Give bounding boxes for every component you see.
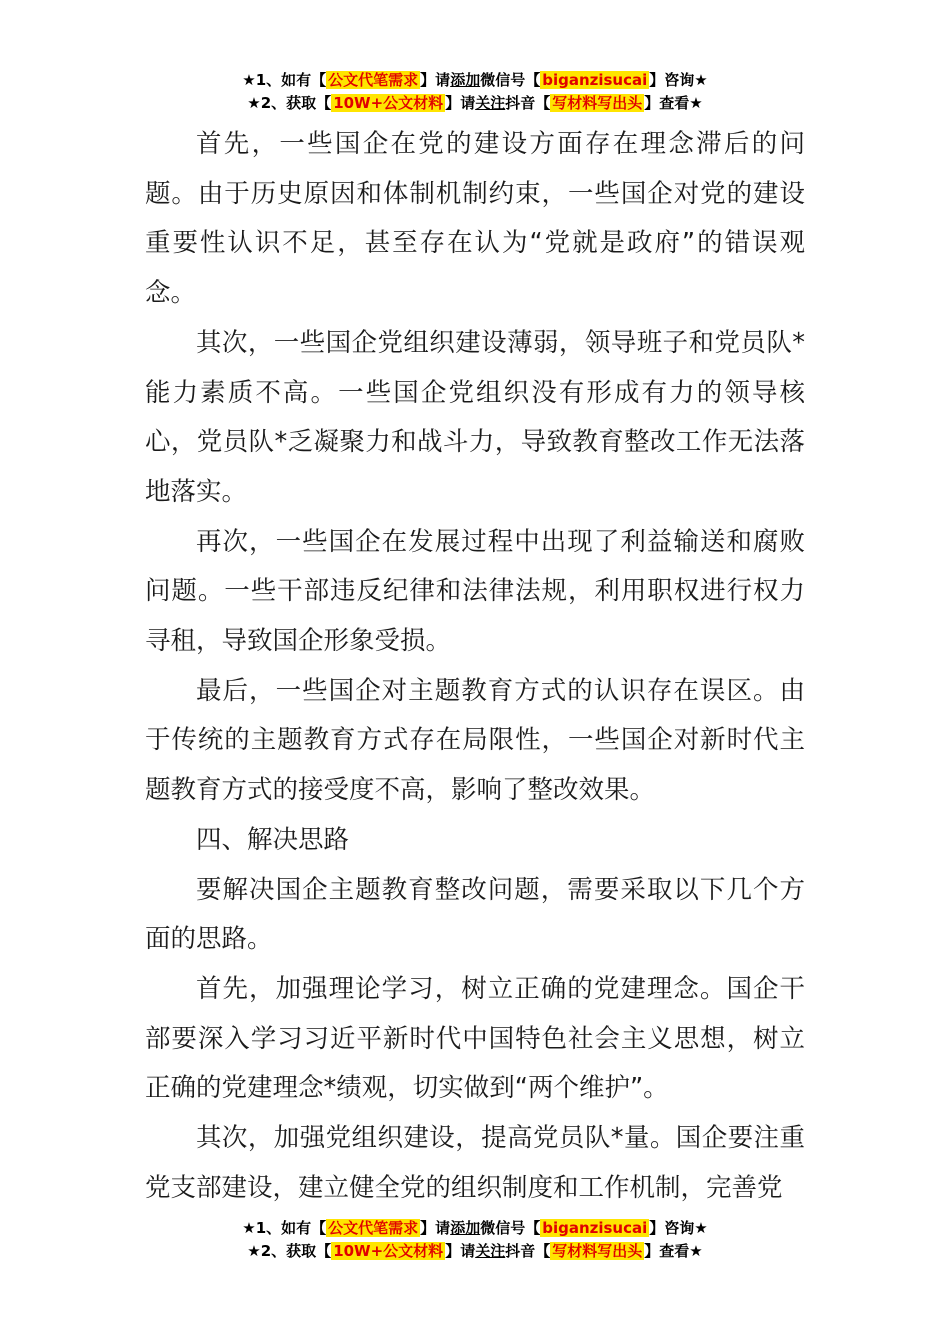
- douyin-account: 写材料写出头: [552, 94, 643, 112]
- highlight-materials: 10W+公文材料: [333, 1242, 444, 1260]
- footer-banner: [0, 1217, 950, 1263]
- paragraph: 其次，加强党组织建设，提高党员队*量。国企要注重党支部建设，建立健全党的组织制度和工作机制，完善党: [145, 1123, 805, 1203]
- section-heading: 四、解决思路: [196, 824, 350, 855]
- paragraph: 首先，一些国企在党的建设方面存在理念滞后的问题。由于历史原因和体制机制约束，一些国企对党的建设重要性认识不足，甚至存在认为“党就是政府”的错误观念。: [145, 129, 805, 309]
- paragraph: 最后，一些国企对主题教育方式的认识存在误区。由于传统的主题教育方式存在局限性，一些国企对新时代主题教育方式的接受度不高，影响了整改效果。: [145, 675, 805, 806]
- banner-line-2: ★2、获取【 10W+公文材料 】请关注抖音【 写材料写出头 】查看★: [247, 94, 703, 112]
- header-banner: [0, 69, 950, 115]
- douyin-account: 写材料写出头: [552, 1242, 643, 1260]
- highlight-service: 公文代笔需求: [328, 71, 419, 89]
- wechat-id: biganzisucai: [542, 71, 648, 89]
- highlight-materials: 10W+公文材料: [333, 94, 444, 112]
- paragraph: 要解决国企主题教育整改问题，需要采取以下几个方面的思路。: [145, 874, 805, 955]
- banner-line-1: ★1、如有【 公文代笔需求 】请添加微信号【 biganzisucai 】咨询★: [242, 71, 708, 89]
- wechat-id: biganzisucai: [542, 1219, 648, 1237]
- paragraph: 其次，一些国企党组织建设薄弱，领导班子和党员队*能力素质不高。一些国企党组织没有形成有力的领导核心，党员队*乏凝聚力和战斗力，导致教育整改工作无法落地落实。: [145, 327, 805, 507]
- paragraph: 再次，一些国企在发展过程中出现了利益输送和腐败问题。一些干部违反纪律和法律法规，利用职权进行权力寻租，导致国企形象受损。: [145, 526, 805, 657]
- highlight-service: 公文代笔需求: [328, 1219, 419, 1237]
- document-body: [145, 120, 805, 1213]
- banner-line-1: ★1、如有【 公文代笔需求 】请添加微信号【 biganzisucai 】咨询★: [242, 1219, 708, 1237]
- banner-line-2: ★2、获取【 10W+公文材料 】请关注抖音【 写材料写出头 】查看★: [247, 1242, 703, 1260]
- paragraph: 首先，加强理论学习，树立正确的党建理念。国企干部要深入学习习近平新时代中国特色社会主义思想，树立正确的党建理念*绩观，切实做到“两个维护”。: [145, 973, 805, 1104]
